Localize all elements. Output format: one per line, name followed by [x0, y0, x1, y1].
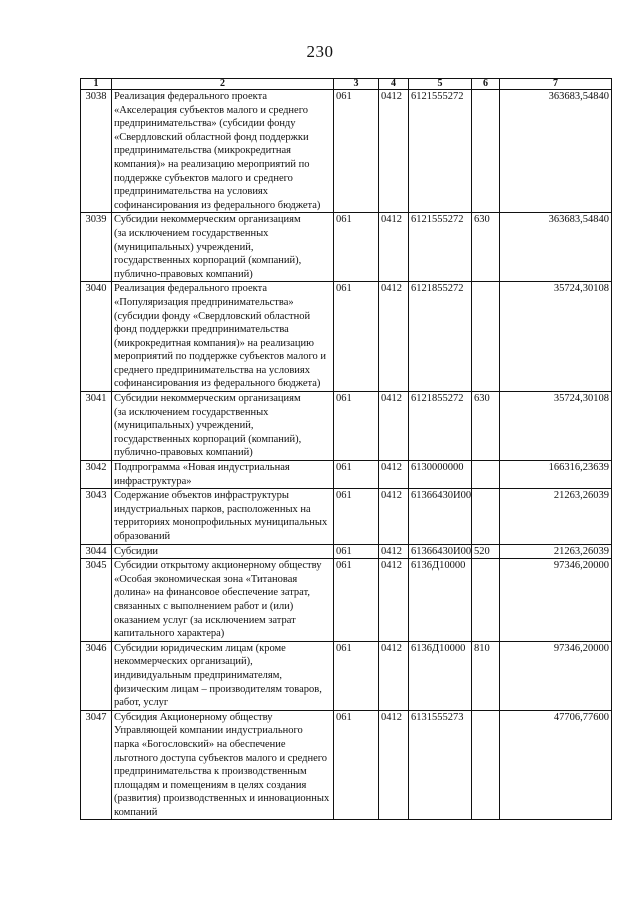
- amount: 363683,54840: [500, 213, 612, 282]
- admin-code: 061: [334, 559, 379, 642]
- row-number: 3041: [81, 392, 112, 461]
- admin-code: 061: [334, 282, 379, 392]
- table-row: [81, 213, 612, 282]
- admin-code: 061: [334, 461, 379, 489]
- row-number: 3038: [81, 90, 112, 213]
- row-number: 3042: [81, 461, 112, 489]
- column-header: 4: [379, 79, 409, 90]
- section-code: 0412: [379, 282, 409, 392]
- item-name-line: фонд поддержки предпринимательства: [114, 324, 289, 336]
- item-name-line: публично-правовых компаний): [114, 268, 253, 280]
- item-name-line: (микрокредитная компания)» на реализацию: [114, 337, 314, 349]
- item-name-line: капитального характера): [114, 628, 225, 640]
- amount: 97346,20000: [500, 559, 612, 642]
- item-name-line: парка «Богословский» на обеспечение: [114, 738, 286, 750]
- admin-code: 061: [334, 544, 379, 559]
- section-code: 0412: [379, 213, 409, 282]
- amount: 47706,77600: [500, 710, 612, 820]
- section-code: 0412: [379, 461, 409, 489]
- target-article-code: 6136Д10000: [409, 641, 472, 710]
- column-header: 3: [334, 79, 379, 90]
- item-name-line: компания)» на реализацию мероприятий по: [114, 158, 310, 170]
- header-row: [81, 79, 612, 90]
- item-name-line: (развития) производственных и инновационных: [114, 793, 330, 805]
- target-article-code: 6121855272: [409, 392, 472, 461]
- expense-type-code: [472, 710, 500, 820]
- item-name-line: Субсидия Акционерному обществу: [114, 711, 273, 723]
- page-number: 230: [306, 42, 334, 61]
- amount: 166316,23639: [500, 461, 612, 489]
- item-name-line: индивидуальным предпринимателям,: [114, 669, 282, 681]
- admin-code: 061: [334, 710, 379, 820]
- column-header: 6: [472, 79, 500, 90]
- item-name-line: компаний: [114, 806, 158, 818]
- target-article-code: 6121555272: [409, 213, 472, 282]
- item-name: [112, 282, 334, 392]
- item-name-line: предпринимательства» (субсидии фонду: [114, 118, 296, 130]
- item-name-line: (муниципальных) учреждений,: [114, 241, 254, 253]
- expense-type-code: 630: [472, 213, 500, 282]
- item-name-line: предпринимательства на условиях: [114, 186, 269, 198]
- item-name-line: некоммерческих организаций),: [114, 656, 253, 668]
- item-name-line: Подпрограмма «Новая индустриальная: [114, 462, 290, 474]
- expense-type-code: [472, 282, 500, 392]
- section-code: 0412: [379, 641, 409, 710]
- item-name-line: долина» на финансовое обеспечение затрат,: [114, 587, 310, 599]
- item-name-line: публично-правовых компаний): [114, 447, 253, 459]
- item-name-line: предпринимательства (микрокредитная: [114, 145, 291, 157]
- item-name-line: Реализация федерального проекта: [114, 91, 267, 102]
- item-name-line: государственных корпораций (компаний),: [114, 255, 302, 267]
- amount: 97346,20000: [500, 641, 612, 710]
- admin-code: 061: [334, 641, 379, 710]
- column-header: 7: [500, 79, 612, 90]
- item-name: [112, 710, 334, 820]
- item-name-line: Реализация федерального проекта: [114, 283, 267, 295]
- row-number: 3039: [81, 213, 112, 282]
- item-name-line: территориях монопрофильных муниципальных: [114, 517, 328, 529]
- expense-type-code: [472, 489, 500, 544]
- item-name-line: Субсидии некоммерческим организациям: [114, 393, 301, 405]
- item-name-line: среднего предпринимательства на условиях: [114, 364, 310, 376]
- item-name-line: связанных с выполнением работ и (или): [114, 600, 294, 612]
- section-code: 0412: [379, 90, 409, 213]
- expense-type-code: 630: [472, 392, 500, 461]
- item-name: [112, 213, 334, 282]
- table-row: [81, 710, 612, 820]
- item-name-line: софинансирования из федерального бюджета): [114, 378, 321, 390]
- row-number: 3047: [81, 710, 112, 820]
- row-number: 3045: [81, 559, 112, 642]
- item-name-line: Управляющей компании индустриального: [114, 725, 303, 737]
- row-number: 3040: [81, 282, 112, 392]
- item-name: [112, 461, 334, 489]
- item-name-line: государственных корпораций (компаний),: [114, 433, 302, 445]
- column-header: 2: [112, 79, 334, 90]
- item-name-line: Содержание объектов инфраструктуры: [114, 490, 289, 502]
- target-article-code: 6131555273: [409, 710, 472, 820]
- amount: 35724,30108: [500, 282, 612, 392]
- section-code: 0412: [379, 710, 409, 820]
- item-name: [112, 392, 334, 461]
- admin-code: 061: [334, 90, 379, 213]
- admin-code: 061: [334, 213, 379, 282]
- item-name-line: «Свердловский областной фонд поддержки: [114, 131, 309, 143]
- item-name-line: оказанием услуг (за исключением затрат: [114, 614, 296, 626]
- item-name-line: Субсидии открытому акционерному обществу: [114, 560, 322, 572]
- item-name-line: физическим лицам – производителям товаров,: [114, 683, 322, 695]
- admin-code: 061: [334, 392, 379, 461]
- item-name: [112, 90, 334, 213]
- item-name-line: площадям и помещениям в целях создания: [114, 779, 307, 791]
- item-name-line: предпринимательства к производственным: [114, 766, 307, 778]
- column-header: 5: [409, 79, 472, 90]
- table-row: [81, 544, 612, 559]
- item-name-line: Субсидии некоммерческим организациям: [114, 214, 301, 226]
- expense-type-code: 810: [472, 641, 500, 710]
- row-number: 3044: [81, 544, 112, 559]
- table-row: [81, 489, 612, 544]
- item-name-line: софинансирования из федерального бюджета): [114, 199, 321, 211]
- item-name: [112, 641, 334, 710]
- item-name-line: мероприятий по поддержке субъектов малого и: [114, 351, 327, 363]
- row-number: 3043: [81, 489, 112, 544]
- amount: 35724,30108: [500, 392, 612, 461]
- expense-type-code: [472, 461, 500, 489]
- amount: 363683,54840: [500, 90, 612, 213]
- table-row: [81, 461, 612, 489]
- expense-type-code: [472, 559, 500, 642]
- item-name-line: работ, услуг: [114, 697, 169, 709]
- item-name-line: (субсидии фонду «Свердловский областной: [114, 310, 311, 322]
- target-article-code: 6121555272: [409, 90, 472, 213]
- admin-code: 061: [334, 489, 379, 544]
- amount: 21263,26039: [500, 489, 612, 544]
- target-article-code: 6121855272: [409, 282, 472, 392]
- table-row: [81, 559, 612, 642]
- item-name: [112, 544, 334, 559]
- item-name-line: (за исключением государственных: [114, 227, 269, 239]
- item-name: [112, 489, 334, 544]
- row-number: 3046: [81, 641, 112, 710]
- item-name-line: «Популяризация предпринимательства»: [114, 296, 294, 308]
- table-row: [81, 392, 612, 461]
- item-name: [112, 559, 334, 642]
- amount: 21263,26039: [500, 544, 612, 559]
- budget-table: [80, 78, 612, 820]
- table-row: [81, 641, 612, 710]
- item-name-line: Субсидии: [114, 545, 159, 557]
- item-name-line: образований: [114, 531, 171, 542]
- expense-type-code: [472, 90, 500, 213]
- item-name-line: льготного доступа субъектов малого и среднего: [114, 752, 328, 764]
- table-row: [81, 282, 612, 392]
- target-article-code: 61366430И00: [409, 544, 472, 559]
- item-name-line: «Особая экономическая зона «Титановая: [114, 573, 298, 585]
- expense-type-code: 520: [472, 544, 500, 559]
- section-code: 0412: [379, 559, 409, 642]
- item-name-line: индустриальных парков, расположенных на: [114, 503, 311, 515]
- section-code: 0412: [379, 544, 409, 559]
- section-code: 0412: [379, 392, 409, 461]
- column-header: 1: [81, 79, 112, 90]
- table-row: [81, 90, 612, 213]
- target-article-code: 6130000000: [409, 461, 472, 489]
- section-code: 0412: [379, 489, 409, 544]
- item-name-line: «Акселерация субъектов малого и среднего: [114, 104, 309, 116]
- item-name-line: (муниципальных) учреждений,: [114, 420, 254, 432]
- item-name-line: Субсидии юридическим лицам (кроме: [114, 642, 286, 654]
- item-name-line: (за исключением государственных: [114, 406, 269, 418]
- target-article-code: 6136Д10000: [409, 559, 472, 642]
- item-name-line: инфраструктура»: [114, 475, 192, 487]
- target-article-code: 61366430И00: [409, 489, 472, 544]
- item-name-line: поддержке субъектов малого и среднего: [114, 172, 293, 184]
